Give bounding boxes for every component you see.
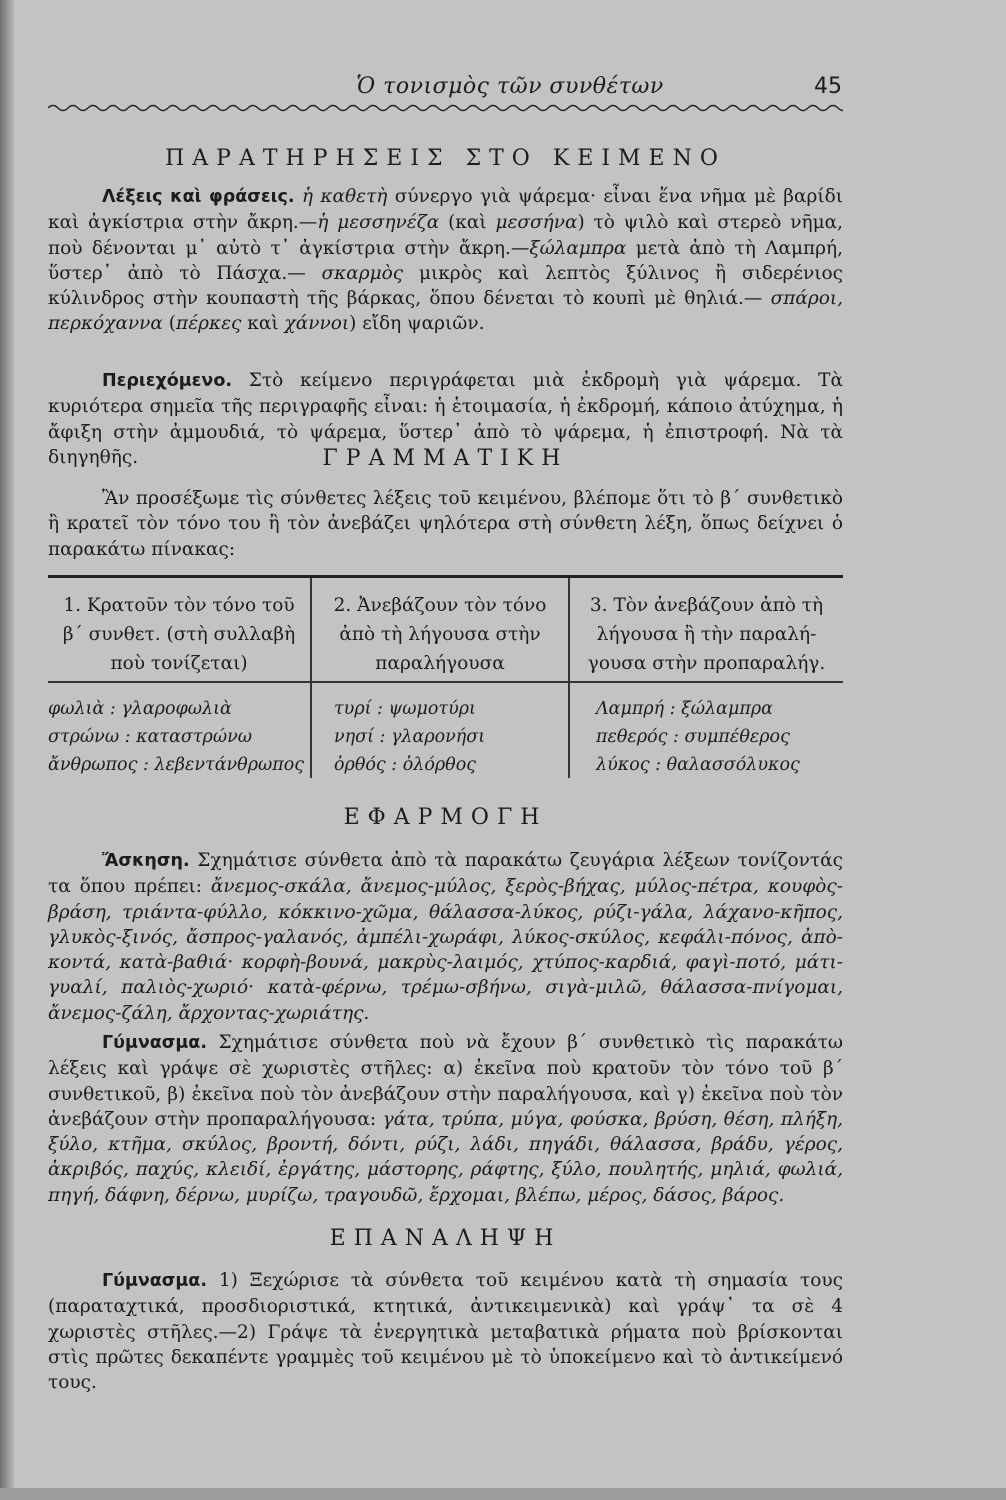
glossed-term: ἡ μεσσηνέζα bbox=[317, 212, 440, 234]
glossed-term: ἡ καθετὴ bbox=[301, 186, 388, 207]
header-line: ἀπὸ τὴ λήγουσα στὴν bbox=[339, 624, 541, 645]
example-pair: φωλιὰ : γλαροφωλιὰ bbox=[48, 699, 232, 719]
gloss-text: μικρὸς καὶ λεπτὸς ξύλινος ἢ σιδερένιος κύλινδρος στὴν κουπαστὴ τῆς βάρκας, ὅπου δένεται τὸ κουπὶ μὲ θηλιά.— bbox=[48, 262, 843, 310]
running-header bbox=[0, 70, 1006, 106]
gloss-text: ) τὸ ψιλὸ καὶ στερεὸ νῆμα, ποὺ δένονται μ᾽ αὐτὸ τ᾽ ἀγκίστρια στὴν ἄκρη.— bbox=[48, 212, 843, 259]
exercise-text: Σχημάτισε σύνθετα ἀπὸ τὰ παρακάτω ζευγάρια λέξεων τονίζοντάς τα ὅπου πρέπει: bbox=[48, 850, 843, 898]
running-title: Ὁ τονισμὸς τῶν συνθέτων bbox=[356, 74, 664, 99]
section-heading-grammar: ΓΡΑΜΜΑΤΙΚΗ bbox=[322, 446, 569, 471]
table-top-rule bbox=[48, 575, 843, 578]
paragraph-exercise bbox=[48, 848, 843, 1026]
example-pair: νησί : γλαρονήσι bbox=[334, 727, 486, 747]
glossed-term: ξώλαμπρα bbox=[529, 237, 627, 259]
review-drill-text: 1) Ξεχώρισε τὰ σύνθετα τοῦ κειμένου κατὰ τὴ σημασία τους (παραταχτικά, προσδιοριστικά, κτητικά, ἀντικειμενικὰ) καὶ γράψ᾽ τα σὲ 4 χωριστὲς στῆλες.—2) Γράψε τὰ ἐνεργητικὰ μεταβατικὰ ρήματα ποὺ βρίσκονται στὶς πρῶτες δεκαπέντε γραμμὲς τοῦ κειμένου μὲ τὸ ὑποκείμενο καὶ τὸ ἀντικείμενό τους. bbox=[48, 1270, 843, 1394]
table-header-cell-2 bbox=[312, 591, 568, 681]
page-number: 45 bbox=[814, 74, 842, 99]
drill-word-list: γάτα, τρύπα, μύγα, φούσκα, βρύση, θέση, πλήξη, ξύλο, κτῆμα, σκύλος, βροντή, δόντι, ρύζι, λάδι, πηγάδι, θάλασσα, βράδυ, γέρος, ἀκριβός, παχύς, κλειδί, ἐργάτης, μάστορης, ράφτης, ξύλο, πουλητής, μηλιά, φωλιά, πηγή, δάφνη, δέρνω, μυρίζω, τραγουδῶ, ἔρχομαι, βλέπω, μέρος, δάσος, βάρος. bbox=[48, 1108, 843, 1206]
header-line: γουσα στὴν προπαραλήγ. bbox=[587, 653, 826, 674]
lead-label-review-drill: Γύμνασμα. bbox=[102, 1271, 207, 1291]
header-line: 3. Τὸν ἀνεβάζουν ἀπὸ τὴ bbox=[589, 595, 824, 616]
accent-table bbox=[48, 575, 843, 785]
exercise-word-pairs: ἄνεμος-σκάλα, ἄνεμος-μύλος, ξερὸς-βήχας, μύλος-πέτρα, κουφὸς-βράση, τριάντα-φύλλο, κόκκινο-χῶμα, θάλασσα-λύκος, ρύζι-γάλα, λάχανο-κῆπος, γλυκὸς-ξινός, ἄσπρος-γαλανός, ἀμπέλι-χωράφι, λύκος-σκύλος, κεφάλι-πόνος, ἀπὸ-κοντά, κατὰ-βαθιά· κορφὴ-βουνά, μακρὺς-λαιμός, χτύπος-καρδιά, φαγὶ-ποτό, μάτι-γυαλί, παλιὸς-χωριό· κατὰ-φέρνω, τρέμω-σβήνω, σιγὰ-μιλῶ, θάλασσα-πνίγομαι, ἄνεμος-ζάλη, ἄρχοντας-χωριάτης. bbox=[48, 876, 843, 1024]
example-pair: τυρί : ψωμοτύρι bbox=[334, 699, 476, 719]
header-line: παραλήγουσα bbox=[375, 653, 505, 674]
page-gutter-shadow bbox=[0, 0, 14, 1500]
drill-text: Σχημάτισε σύνθετα ποὺ νὰ ἔχουν β΄ συνθετικὸ τὶς παρακάτω λέξεις καὶ γράψε σὲ χωριστὲς στῆλες: α) ἐκεῖνα ποὺ κρατοῦν τὸν τόνο τοῦ β΄ συνθετικοῦ, β) ἐκεῖνα ποὺ τὸν ἀνεβάζουν στὴν παραλήγουσα, καὶ γ) ἐκεῖνα ποὺ τὸν ἀνεβάζουν στὴν προπαραλήγουσα: bbox=[48, 1032, 843, 1130]
section-heading-application: ΕΦΑΡΜΟΓΗ bbox=[343, 805, 548, 830]
gloss-text: ( bbox=[162, 313, 177, 335]
table-header-rule bbox=[48, 681, 843, 683]
glossed-term: πέρκες bbox=[176, 313, 242, 335]
section-heading-review: ΕΠΑΝΑΛΗΨΗ bbox=[329, 1226, 562, 1251]
section-heading-observations: ΠΑΡΑΤΗΡΗΣΕΙΣ ΣΤΟ ΚΕΙΜΕΝΟ bbox=[165, 146, 726, 171]
example-pair: ἄνθρωπος : λεβεντάνθρωπος bbox=[48, 755, 305, 775]
lead-label-content: Περιεχόμενο. bbox=[102, 371, 232, 391]
paragraph-grammar-intro: Ἂν προσέξωμε τὶς σύνθετες λέξεις τοῦ κειμένου, βλέπομε ὅτι τὸ β΄ συνθετικὸ ἢ κρατεῖ τὸν τόνο του ἢ τὸν ἀνεβάζει ψηλότερα στὴ σύνθετη λέξη, ὅπως δείχνει ὁ παρακάτω πίνακας: bbox=[48, 488, 843, 560]
paragraph-words-phrases bbox=[48, 184, 843, 337]
words-phrases-text bbox=[48, 186, 843, 334]
header-line: ποὺ τονίζεται) bbox=[110, 653, 248, 674]
glossed-term: σπάροι, περκόχαννα bbox=[48, 288, 843, 335]
gloss-text: καὶ bbox=[241, 313, 285, 335]
example-pair: λύκος : θαλασσόλυκος bbox=[596, 755, 800, 775]
header-line: λήγουσα ἢ τὴν παραλή- bbox=[596, 624, 817, 645]
example-pair: πεθερός : συμπέθερος bbox=[596, 727, 790, 747]
glossed-term: χάννοι bbox=[284, 313, 350, 335]
paragraph-drill bbox=[48, 1030, 843, 1208]
gloss-text: (καὶ bbox=[439, 212, 496, 234]
glossed-term: σκαρμὸς bbox=[321, 262, 404, 284]
example-pair: Λαμπρή : ξώλαμπρα bbox=[596, 699, 773, 719]
header-line: 2. Ἀνεβάζουν τὸν τόνο bbox=[333, 595, 547, 616]
table-examples-cell-2 bbox=[334, 695, 566, 779]
page-bottom-edge bbox=[0, 1488, 1006, 1500]
gloss-text: ) εἴδη ψαριῶν. bbox=[349, 313, 485, 335]
gloss-text: σύνεργο γιὰ ψάρεμα· εἶναι ἕνα νῆμα μὲ βαρίδι καὶ ἀγκίστρια στὴν ἄκρη.— bbox=[48, 186, 843, 234]
content-text: Στὸ κείμενο περιγράφεται μιὰ ἐκδρομὴ γιὰ ψάρεμα. Τὰ κυριότερα σημεῖα τῆς περιγραφῆς εἶναι: ἡ ἑτοιμασία, ἡ ἐκδρομή, κάποιο ἀτύχημα, ἡ ἄφιξη στὴν ἀμμουδιά, τὸ ψάρεμα, ὕστερ᾽ ἀπὸ τὸ ψάρεμα, ἡ ἐπιστροφή. Νὰ τὰ διηγηθῆς. bbox=[48, 370, 843, 468]
header-line: β΄ συνθετ. (στὴ συλλαβὴ bbox=[62, 624, 296, 645]
gloss-text bbox=[295, 186, 302, 207]
paragraph-review-drill bbox=[48, 1268, 843, 1395]
wavy-header-rule bbox=[48, 102, 843, 114]
example-pair: στρώνω : καταστρώνω bbox=[48, 727, 253, 747]
lead-label-words: Λέξεις καὶ φράσεις. bbox=[102, 187, 295, 207]
header-line: 1. Κρατοῦν τὸν τόνο τοῦ bbox=[63, 595, 295, 616]
example-pair: ὀρθός : ὀλόρθος bbox=[334, 755, 477, 775]
table-examples-cell-3 bbox=[596, 695, 841, 779]
lead-label-exercise: Ἄσκηση. bbox=[102, 851, 190, 871]
glossed-term: μεσσήνα bbox=[495, 212, 578, 234]
table-header-cell-1 bbox=[48, 591, 310, 681]
lead-label-drill: Γύμνασμα. bbox=[102, 1033, 207, 1053]
table-header-cell-3 bbox=[570, 591, 843, 681]
wavy-line bbox=[48, 106, 843, 111]
table-examples-cell-1 bbox=[48, 695, 308, 779]
gloss-text: μετὰ ἀπὸ τὴ Λαμπρή, ὕστερ᾽ ἀπὸ τὸ Πάσχα.— bbox=[48, 237, 843, 284]
